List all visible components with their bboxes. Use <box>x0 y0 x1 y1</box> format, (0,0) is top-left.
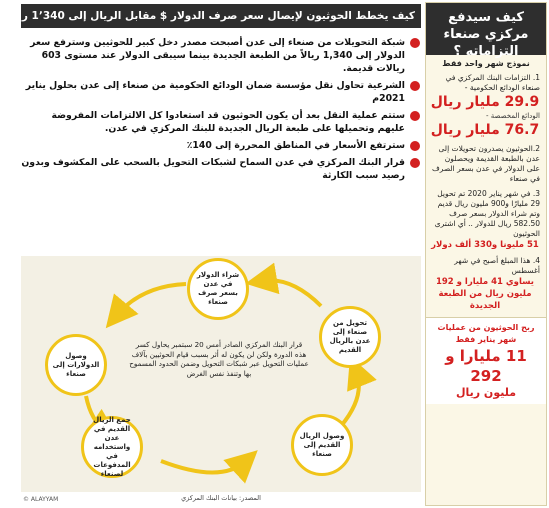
bullet-text: سترتفع الأسعار في المناطق المحررة إلى 140٪ <box>186 140 405 151</box>
step-old-rial-arrives <box>291 414 353 476</box>
profit-total-box <box>426 317 546 404</box>
bullet-item <box>21 139 421 152</box>
step-buy-dollar <box>187 258 249 320</box>
sidebar-subtitle: نموذج شهر واحد فقط <box>442 59 530 68</box>
step-text: جمع الريال القديم في عدن واستخدامه في المدفوعات لصنعاء <box>93 415 131 478</box>
total-heading: ربح الحوثيون من عمليات شهر يناير فقط <box>437 323 535 344</box>
arrow-top-to-left-top <box>116 284 186 316</box>
bullet-list <box>21 36 421 186</box>
sidebar-title: كيف سيدفع مركزي صنعاء التزاماته ؟ <box>426 3 546 55</box>
bullet-text: قرار البنك المركزي في عدن السماح لشبكات التحويل بالسحب على المكشوف وبدون رصيد سبب الكارثة <box>21 157 405 181</box>
bullet-item <box>21 36 421 75</box>
credit-label: © ALAYYAM <box>23 496 59 503</box>
main-title: كيف يخطط الحوثيون لإيصال سعر صرف الدولار $ مقابل الريال إلى 1٬340 ريالاً؟ <box>21 4 421 28</box>
bullet-item <box>21 156 421 182</box>
bullet-item <box>21 109 421 135</box>
arrow-right-bottom-to-right-top <box>341 371 359 426</box>
step-text: شراء الدولار في عدن بسعر صرف صنعاء <box>196 271 240 306</box>
bullet-dot-icon <box>410 38 420 48</box>
step-text: تحويل من صنعاء إلى عدن بالريال القديم <box>329 319 371 354</box>
bullet-dot-icon <box>410 81 420 91</box>
item-label: 3. في شهر يناير 2020 تم تحويل 29 مليارًا و900 مليون ريال قديم وتم شراء الدولار بسعر صرف 582.50 ريال للدولار .. أي اشترى الحوثيون <box>434 189 540 238</box>
bullet-dot-icon <box>410 111 420 121</box>
item-label: 2.الحوثيون يصدرون تحويلات إلى عدن بالطبعة القديمة ويحصلون على الدولار في عدن بسعر الصرف في صنعاء <box>431 144 540 183</box>
obligation-item-1 <box>426 70 546 141</box>
arrow-right-top-to-top <box>261 280 321 306</box>
step-transfer-sanaa-aden <box>319 306 381 368</box>
bullet-text: شبكة التحويلات من صنعاء إلى عدن أصبحت مصدر دخل كبير للحوثيين وسترفع سعر الدولار إلى 1,340 ريالاً من الطبعة الجديدة بينما سيبقى الدولار عند مستوى 603 ريالات قديمة. <box>30 37 405 74</box>
obligation-item-4 <box>426 253 546 314</box>
bullet-item <box>21 79 421 105</box>
total-value: 11 مليارا و 292 <box>445 347 527 385</box>
step-text: وصول الدولارات إلى صنعاء <box>52 351 100 378</box>
arrow-left-bottom-to-right-bottom <box>161 461 246 473</box>
bullet-text: ستتم عملية النقل بعد أن يكون الحوثيون قد استعادوا كل الالتزامات المفروضة عليهم وتحميلها على طبعة الريال الجديدة للبنك المركزي في عدن. <box>51 110 405 134</box>
bullet-dot-icon <box>410 158 420 168</box>
item-value: يساوي 41 مليارا و 192 مليون ريال من الطبعة الجديدة <box>435 277 535 311</box>
item-value: 29.9 مليار ريال <box>430 94 540 110</box>
item-value: 51 مليونا و330 ألف دولار <box>431 240 539 250</box>
bullet-dot-icon <box>410 141 420 151</box>
item-label: 4. هذا المبلغ أصبح في شهر أغسطس <box>454 256 540 275</box>
obligations-sidebar <box>425 2 547 506</box>
step-text: وصول الريال القديم إلى صنعاء <box>299 431 345 458</box>
obligation-item-3 <box>426 186 546 253</box>
total-unit: مليون ريال <box>455 386 517 399</box>
central-bank-note: قرار البنك المركزي الصادر أمس 20 سبتمبر يحاول كسر هذه الدورة ولكن لن يكون له أثر بسبب قيام الحوثيين بآلاف عمليات التحويل عبر شبكات التحويل وضمن الحدود المسموح بها وتنفذ نفس الغرض <box>129 340 309 378</box>
step-dollars-arrive <box>45 334 107 396</box>
source-note: المصدر: بيانات البنك المركزي <box>181 494 261 502</box>
item-small-label: الودائع المخصصة - <box>486 112 540 120</box>
item-label: 1. التزامات البنك المركزي في صنعاء الودائع الحكومية - <box>445 73 540 92</box>
item-value-2: 76.7 مليار ريال <box>430 122 540 138</box>
obligation-item-2 <box>426 141 546 186</box>
transfer-cycle-diagram <box>21 256 421 492</box>
step-collect-old-rial <box>81 416 143 478</box>
bullet-text: الشرعية تحاول نقل مؤسسة ضمان الودائع الحكومية من صنعاء إلى عدن بحلول يناير 2021م <box>25 80 405 104</box>
